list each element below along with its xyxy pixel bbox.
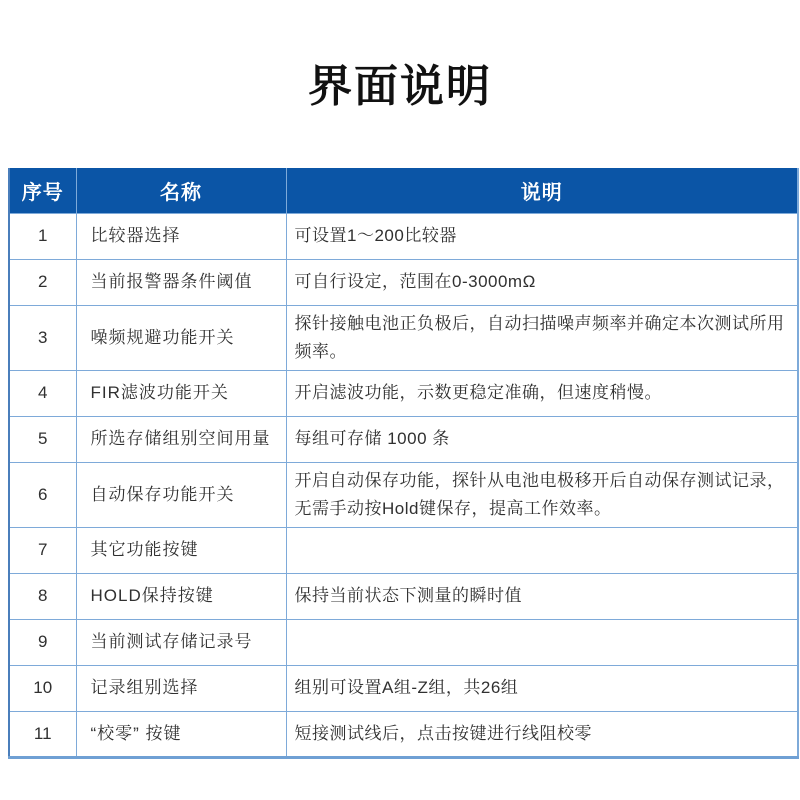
col-header-number: 序号 [9,168,76,213]
row-number: 9 [9,619,76,665]
table-row [9,527,798,573]
col-header-description: 说明 [286,168,798,213]
row-description: 可设置1～200比较器 [286,213,798,259]
table-row [9,305,798,370]
table-row [9,711,798,757]
interface-description-table [8,168,799,759]
table-row [9,665,798,711]
header-row [9,168,798,213]
col-header-name: 名称 [76,168,286,213]
page-title: 界面说明 [308,62,492,111]
row-description: 短接测试线后，点击按键进行线阻校零 [286,711,798,757]
row-number: 8 [9,573,76,619]
row-number: 2 [9,259,76,305]
table-row [9,462,798,527]
row-number: 11 [9,711,76,757]
row-name: 记录组别选择 [76,665,286,711]
row-number: 4 [9,370,76,416]
row-number: 1 [9,213,76,259]
table-row [9,573,798,619]
table-row [9,416,798,462]
row-description: 可自行设定，范围在0-3000mΩ [286,259,798,305]
row-name: HOLD保持按键 [76,573,286,619]
row-description: 保持当前状态下测量的瞬时值 [286,573,798,619]
table-row [9,213,798,259]
row-name: 自动保存功能开关 [76,462,286,527]
table-row [9,370,798,416]
row-number: 7 [9,527,76,573]
row-name: FIR滤波功能开关 [76,370,286,416]
row-name: 噪频规避功能开关 [76,305,286,370]
row-description: 开启滤波功能，示数更稳定准确，但速度稍慢。 [286,370,798,416]
row-description: 每组可存储 1000 条 [286,416,798,462]
row-description: 探针接触电池正负极后，自动扫描噪声频率并确定本次测试所用频率。 [286,305,798,370]
row-number: 5 [9,416,76,462]
row-number: 10 [9,665,76,711]
row-name: “校零” 按键 [76,711,286,757]
row-name: 所选存储组别空间用量 [76,416,286,462]
row-name: 其它功能按键 [76,527,286,573]
row-name: 比较器选择 [76,213,286,259]
row-number: 6 [9,462,76,527]
table-row [9,259,798,305]
table-row [9,619,798,665]
row-description [286,527,798,573]
row-name: 当前报警器条件阈值 [76,259,286,305]
row-description: 开启自动保存功能，探针从电池电极移开后自动保存测试记录，无需手动按Hold键保存，提高工作效率。 [286,462,798,527]
row-name: 当前测试存储记录号 [76,619,286,665]
row-number: 3 [9,305,76,370]
row-description: 组别可设置A组-Z组，共26组 [286,665,798,711]
row-description [286,619,798,665]
